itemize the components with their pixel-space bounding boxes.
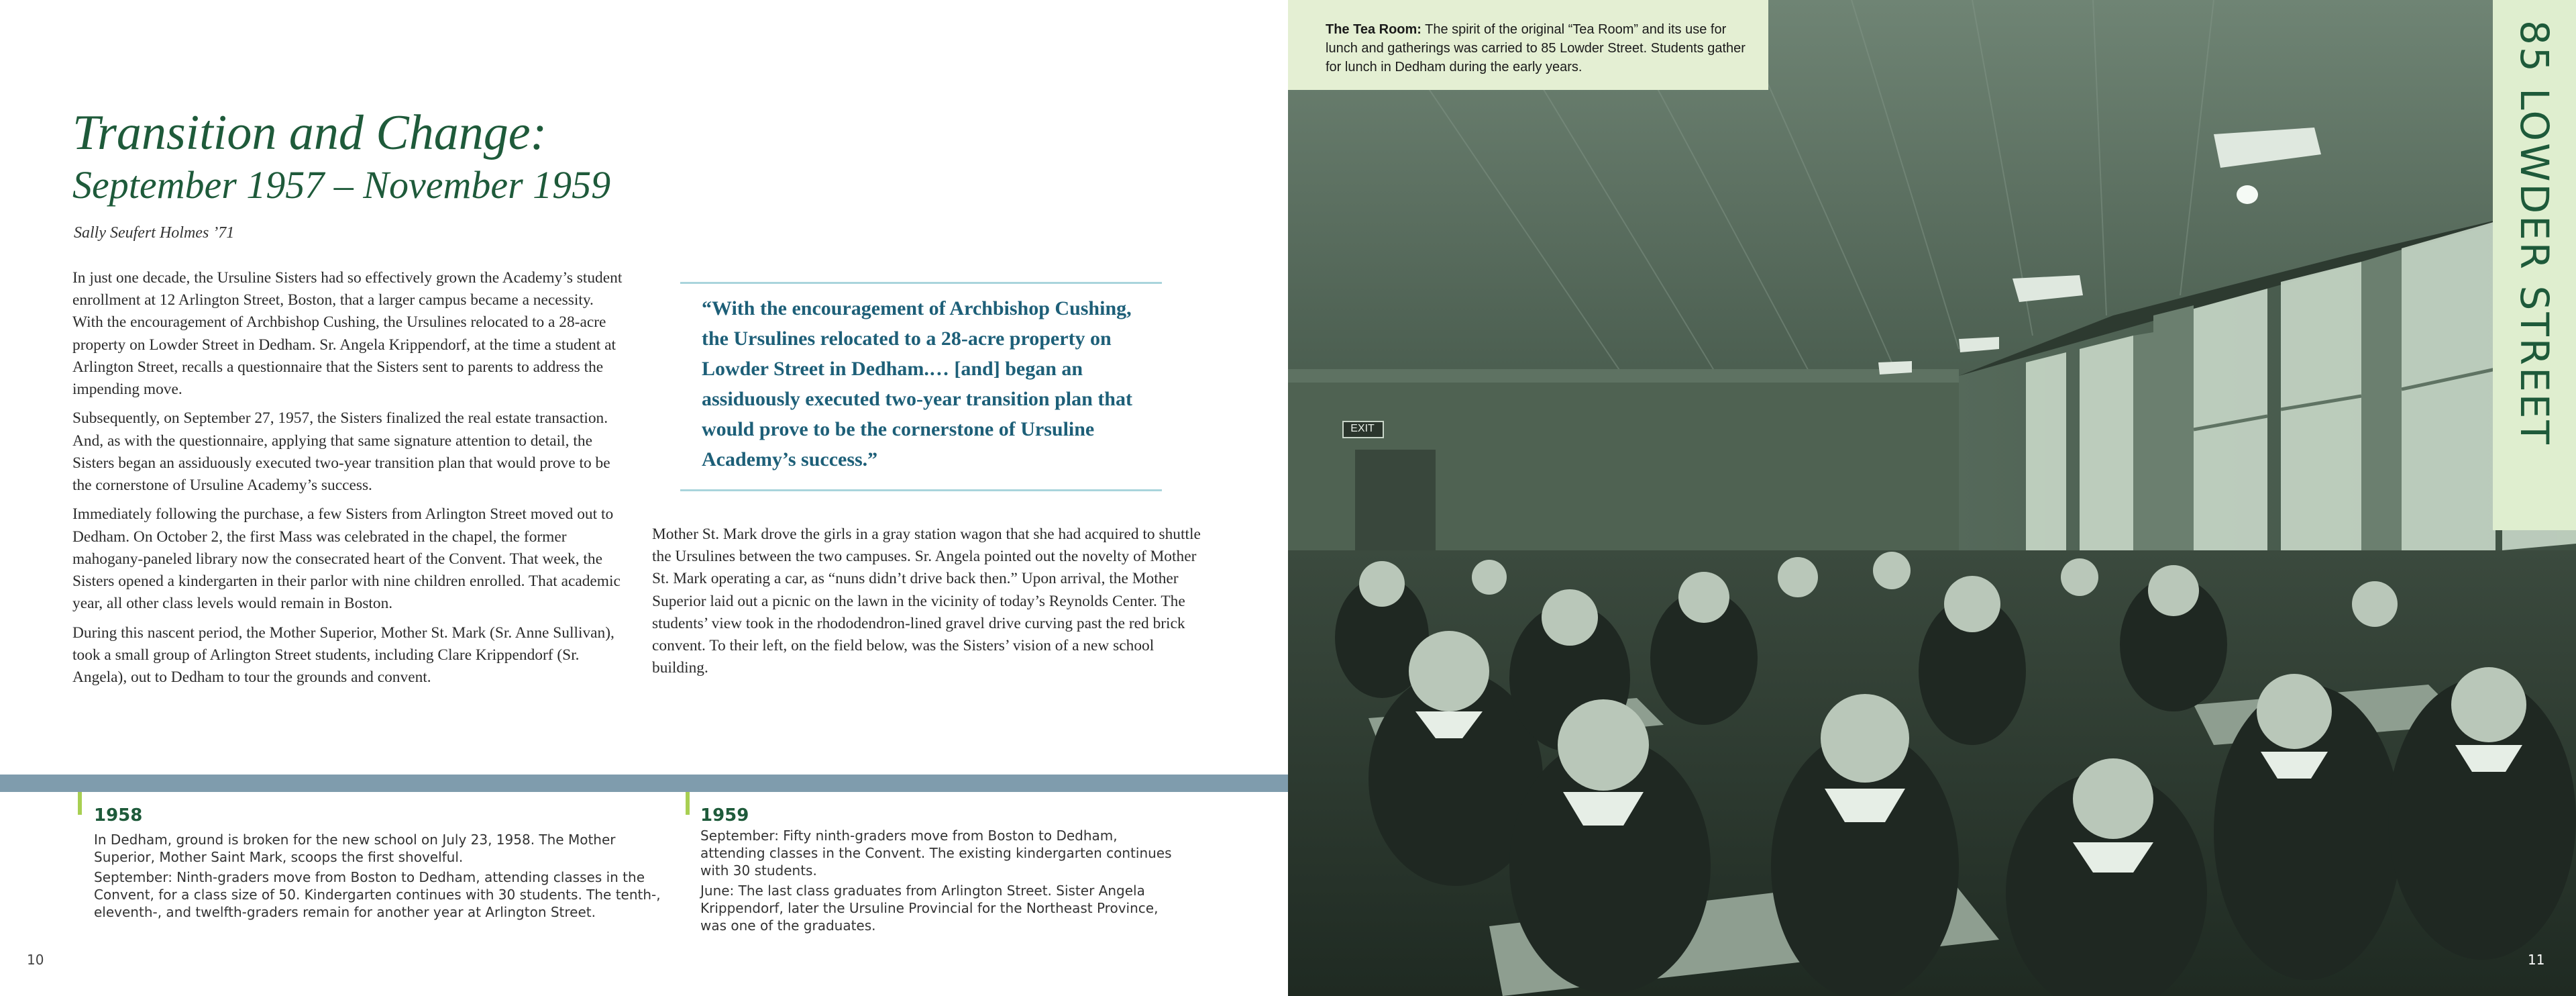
body-column-1 [72,267,627,695]
caption-label: The Tea Room: [1326,22,1421,37]
timeline-entry: September: Ninth-graders move from Boston to Dedham, attending classes in the Convent, for a class size of 50. Kindergarten continues with 30 students. The tenth-, eleventh-, and twelfth-graders remain for another year at Arlington Street. [94,869,661,920]
section-title-vertical: 85 LOWDER STREET [2512,20,2557,446]
title-main: Transition and Change: [72,105,547,160]
photo-caption [1288,0,1768,90]
body-paragraph: Mother St. Mark drove the girls in a gray station wagon that she had acquired to shuttle the Ursulines between the two campuses. Sr. Angela pointed out the novelty of Mother St. Mark operating a car, as “nuns didn’t drive back then.” Upon arrival, the Mother Superior laid out a picnic on the lawn in the vicinity of today’s Reynolds Center. The students’ view took in the rhododendron-lined gravel drive curving past the red brick convent. To their left, on the field below, was the Sisters’ vision of a new school building. [652,526,1201,677]
right-page [1288,0,2576,996]
timeline-entry: In Dedham, ground is broken for the new school on July 23, 1958. The Mother Superior, Mother Saint Mark, scoops the first shovelful. [94,832,616,865]
timeline-year: 1958 [94,805,143,826]
caption-text: The spirit of the original “Tea Room” and its use for lunch and gatherings was carried to 85 Lowder Street. Students gather for lunch in Dedham during the early years. [1326,22,1746,74]
article-title [72,107,743,206]
photo-illustration [1288,0,2576,996]
tea-room-photo [1288,0,2576,996]
timeline-entry: June: The last class graduates from Arlington Street. Sister Angela Krippendorf, later the Ursuline Provincial for the Northeast Province, was one of the graduates. [700,883,1159,934]
body-paragraph: Subsequently, on September 27, 1957, the Sisters finalized the real estate transaction. And, as with the questionnaire, applying that same signature attention to detail, the Sisters began an assiduously executed two-year transition plan that would prove to be the cornerstone of Ursuline Academy’s success. [72,409,610,495]
timeline-entry: September: Fifty ninth-graders move from Boston to Dedham, attending classes in the Convent. The existing kindergarten continues with 30 students. [700,828,1172,879]
timeline-marker [686,792,690,815]
timeline-bar [0,775,1288,792]
page-number-right: 11 [2528,952,2545,968]
title-subtitle: September 1957 – November 1959 [72,162,611,207]
body-paragraph: In just one decade, the Ursuline Sisters had so effectively grown the Academy’s student enrollment at 12 Arlington Street, Boston, that a larger campus became a necessity. With the encouragement of Archbishop Cushing, the Ursulines relocated to a 28-acre property on Lowder Street in Dedham. Sr. Angela Krippendorf, at the time a student at Arlington Street, recalls a questionnaire that the Sisters sent to parents to address the impending move. [72,269,623,399]
body-paragraph: Immediately following the purchase, a few Sisters from Arlington Street moved out to Dedham. On October 2, the first Mass was celebrated in the chapel, the former mahogany-paneled library now the consecrated heart of the Convent. That week, the Sisters opened a kindergarten in their parlor with nine children enrolled. That academic year, all other class levels would remain in Boston. [72,505,621,613]
timeline-marker [78,792,82,815]
page-number-left: 10 [27,952,44,968]
section-side-tab [2493,0,2576,530]
timeline-year: 1959 [700,805,749,826]
body-paragraph: During this nascent period, the Mother Superior, Mother St. Mark (Sr. Anne Sullivan), took a small group of Arlington Street students, including Clare Krippendorf (Sr. Angela), out to Dedham to tour the grounds and convent. [72,624,614,686]
author-byline: Sally Seufert Holmes ’71 [74,224,235,242]
exit-sign: EXIT [1350,423,1375,434]
body-column-2 [652,524,1202,680]
pull-quote: “With the encouragement of Archbishop Cushing, the Ursulines relocated to a 28-acre property on Lowder Street in Dedham.… [and] began an assiduously executed two-year transition plan that would prove to be the cornerstone of Ursuline Academy’s success.” [680,282,1162,491]
